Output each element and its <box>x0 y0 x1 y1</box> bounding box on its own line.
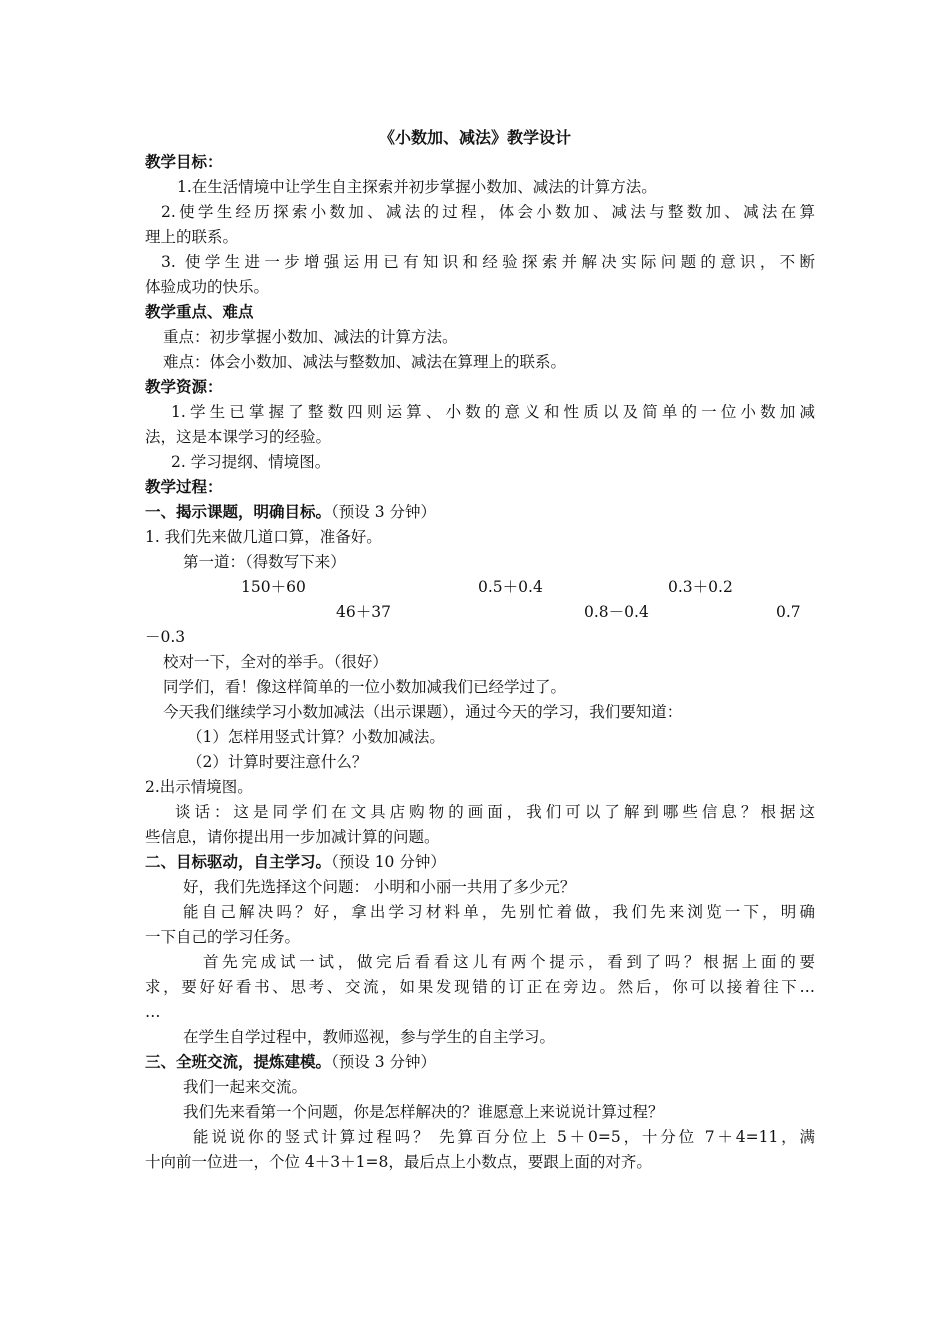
paragraph-9-line-2: 一下自己的学习任务。 <box>145 928 301 946</box>
paragraph-7-line-2: 些信息，请你提出用一步加减计算的问题。 <box>145 828 440 846</box>
goal-3-line-2: 体验成功的快乐。 <box>145 278 270 296</box>
section-3-time: （预设 3 分钟） <box>331 1053 436 1071</box>
question-2: （2）计算时要注意什么？ <box>187 753 368 771</box>
paragraph-4: 同学们，看！像这样简单的一位小数加减我们已经学过了。 <box>163 678 567 696</box>
question-1: （1）怎样用竖式计算？小数加减法。 <box>187 728 445 746</box>
goal-1: 1.在生活情境中让学生自主探索并初步掌握小数加、减法的计算方法。 <box>177 178 657 196</box>
paragraph-8: 好，我们先选择这个问题： 小明和小丽一共用了多少元？ <box>183 878 576 896</box>
process-heading: 教学过程： <box>145 478 223 496</box>
section-1-title: 一、揭示课题，明确目标。 <box>145 503 332 521</box>
paragraph-10-line-1: 首先完成试一试，做完后看看这儿有两个提示，看到了吗？根据上面的要 <box>203 953 815 971</box>
goal-2-line-1: 2.使学生经历探索小数加、减法的过程，体会小数加、减法与整数加、减法在算 <box>161 203 815 221</box>
paragraph-3: 校对一下，全对的举手。（很好） <box>163 653 388 671</box>
section-2-title: 二、目标驱动，自主学习。 <box>145 853 332 871</box>
calc-item-6: 0.7 <box>776 603 801 621</box>
resource-1-line-1: 1.学生已掌握了整数四则运算、小数的意义和性质以及简单的一位小数加减 <box>171 403 815 421</box>
paragraph-11: 在学生自学过程中，教师巡视，参与学生的自主学习。 <box>183 1028 556 1046</box>
paragraph-10-line-2: 求，要好好看书、思考、交流，如果发现错的订正在旁边。然后，你可以接着往下… <box>145 978 815 996</box>
calc-item-5: 0.8－0.4 <box>584 603 649 621</box>
document-title: 《小数加、减法》教学设计 <box>378 128 571 147</box>
paragraph-2: 第一道：（得数写下来） <box>183 553 346 571</box>
paragraph-14-line-2: 十向前一位进一，个位 4＋3＋1=8，最后点上小数点，要跟上面的对齐。 <box>145 1153 652 1171</box>
difficult-point: 难点：体会小数加、减法与整数加、减法在算理上的联系。 <box>163 353 567 371</box>
keypoints-heading: 教学重点、难点 <box>145 303 254 321</box>
paragraph-14-line-1: 能说说你的竖式计算过程吗？ 先算百分位上 5＋0=5，十分位 7＋4=11，满 <box>193 1128 815 1146</box>
paragraph-9-line-1: 能自己解决吗？好，拿出学习材料单，先别忙着做，我们先来浏览一下，明确 <box>183 903 815 921</box>
resource-1-line-2: 法，这是本课学习的经验。 <box>145 428 332 446</box>
calc-item-4: 46＋37 <box>336 603 391 621</box>
calc-item-1: 150＋60 <box>241 578 306 596</box>
calc-item-2: 0.5＋0.4 <box>478 578 543 596</box>
calc-item-6-cont: －0.3 <box>145 628 186 646</box>
section-2-time: （预设 10 分钟） <box>331 853 446 871</box>
goal-2-line-2: 理上的联系。 <box>145 228 239 246</box>
goals-heading: 教学目标： <box>145 153 223 171</box>
section-1-time: （预设 3 分钟） <box>331 503 436 521</box>
section-2-heading <box>145 850 815 874</box>
paragraph-7-line-1: 谈话：这是同学们在文具店购物的画面，我们可以了解到哪些信息？根据这 <box>175 803 815 821</box>
paragraph-5: 今天我们继续学习小数加减法（出示课题），通过今天的学习，我们要知道： <box>163 703 683 721</box>
section-3-heading <box>145 1050 815 1074</box>
calc-item-3: 0.3＋0.2 <box>668 578 733 596</box>
paragraph-13: 我们先来看第一个问题，你是怎样解决的？谁愿意上来说说计算过程？ <box>183 1103 664 1121</box>
paragraph-6: 2.出示情境图。 <box>145 778 253 796</box>
paragraph-10-line-3: … <box>145 1003 161 1021</box>
section-3-title: 三、全班交流，提炼建模。 <box>145 1053 332 1071</box>
goal-3-line-1: 3. 使学生进一步增强运用已有知识和经验探索并解决实际问题的意识，不断 <box>161 253 815 271</box>
paragraph-1: 1. 我们先来做几道口算，准备好。 <box>145 528 382 546</box>
resources-heading: 教学资源： <box>145 378 223 396</box>
section-1-heading <box>145 500 815 524</box>
key-point: 重点：初步掌握小数加、减法的计算方法。 <box>163 328 458 346</box>
paragraph-12: 我们一起来交流。 <box>183 1078 308 1096</box>
resource-2: 2. 学习提纲、情境图。 <box>171 453 331 471</box>
